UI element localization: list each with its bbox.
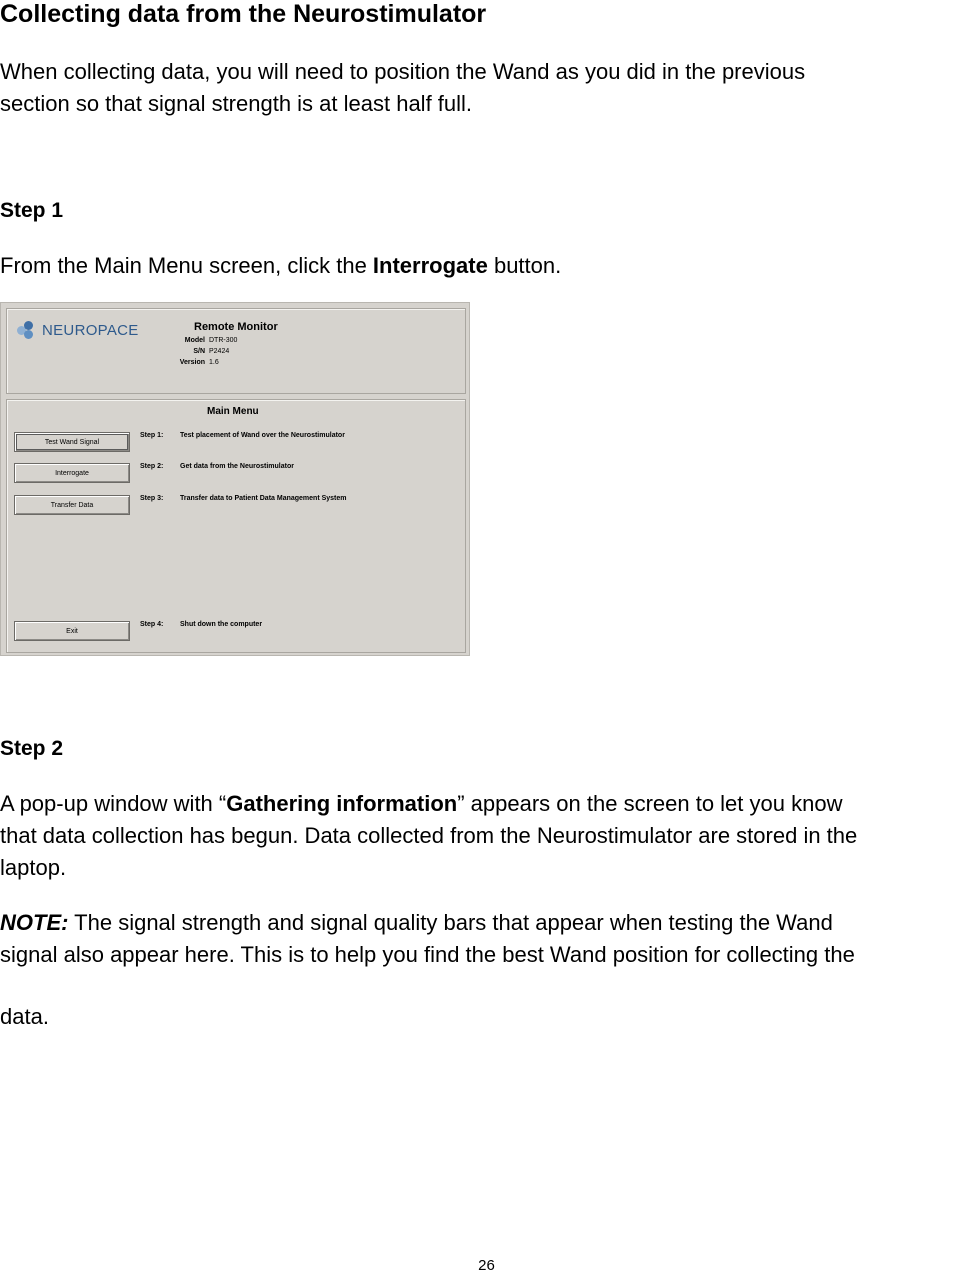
- note-text: The signal strength and signal quality bars that appear when testing the Wand: [68, 910, 833, 935]
- remote-monitor-title: Remote Monitor: [194, 321, 278, 333]
- note-line-2: signal also appear here. This is to help you find the best Wand position for collecting the: [0, 942, 855, 967]
- step-1-text-after: button.: [487, 253, 562, 278]
- interrogate-button[interactable]: Interrogate: [14, 463, 130, 483]
- version-label: Version: [179, 359, 205, 366]
- note-line-3: data.: [0, 1004, 49, 1029]
- note-label: NOTE:: [0, 910, 69, 935]
- sn-row: [171, 348, 229, 355]
- step-2-text-before: A pop-up window with “: [0, 791, 227, 816]
- step-label: Step 4:: [140, 621, 164, 628]
- neuropace-logo-icon: [17, 321, 37, 339]
- version-value: 1.6: [209, 359, 219, 366]
- step-2-line-2: that data collection has begun. Data collected from the Neurostimulator are stored in the: [0, 823, 858, 848]
- step-2-text-after: ” appears on the screen to let you know: [457, 791, 843, 816]
- step-1-text-before: From the Main Menu screen, click the: [0, 253, 373, 278]
- page-number: 26: [478, 1257, 495, 1274]
- exit-button[interactable]: Exit: [14, 621, 130, 641]
- test-wand-signal-button[interactable]: Test Wand Signal: [14, 432, 130, 452]
- sn-label: S/N: [193, 348, 205, 355]
- interrogate-term: Interrogate: [372, 253, 488, 278]
- remote-monitor-screenshot: [0, 302, 470, 656]
- main-menu-panel: [6, 399, 466, 653]
- neuropace-logo: [17, 321, 139, 339]
- step-2-line-3: laptop.: [0, 855, 67, 880]
- step-1-heading: Step 1: [0, 199, 64, 222]
- step-1-instruction: [0, 250, 561, 282]
- step-label: Step 1:: [140, 432, 164, 439]
- sn-value: P2424: [209, 348, 230, 355]
- transfer-data-button[interactable]: Transfer Data: [14, 495, 130, 515]
- intro-line-1: When collecting data, you will need to position the Wand as you did in the previous: [0, 59, 806, 84]
- step-label: Step 3:: [140, 495, 164, 502]
- model-row: [171, 337, 237, 344]
- model-label: Model: [184, 337, 205, 344]
- page-title: Collecting data from the Neurostimulator: [0, 0, 487, 28]
- model-value: DTR-300: [209, 337, 238, 344]
- step-2-heading: Step 2: [0, 737, 64, 760]
- version-row: [171, 359, 219, 366]
- step-description: Get data from the Neurostimulator: [180, 463, 294, 470]
- intro-line-2: section so that signal strength is at least half full.: [0, 91, 473, 116]
- note-line-1: [0, 907, 833, 939]
- step-description: Transfer data to Patient Data Management System: [180, 495, 347, 502]
- step-2-line-1: [0, 788, 842, 820]
- step-description: Shut down the computer: [180, 621, 263, 628]
- header-panel: [6, 308, 466, 394]
- step-description: Test placement of Wand over the Neurostimulator: [180, 432, 345, 439]
- main-menu-title: Main Menu: [207, 406, 259, 417]
- step-label: Step 2:: [140, 463, 164, 470]
- logo-text: NEUROPACE: [42, 321, 139, 339]
- gathering-information-term: Gathering information: [226, 791, 458, 816]
